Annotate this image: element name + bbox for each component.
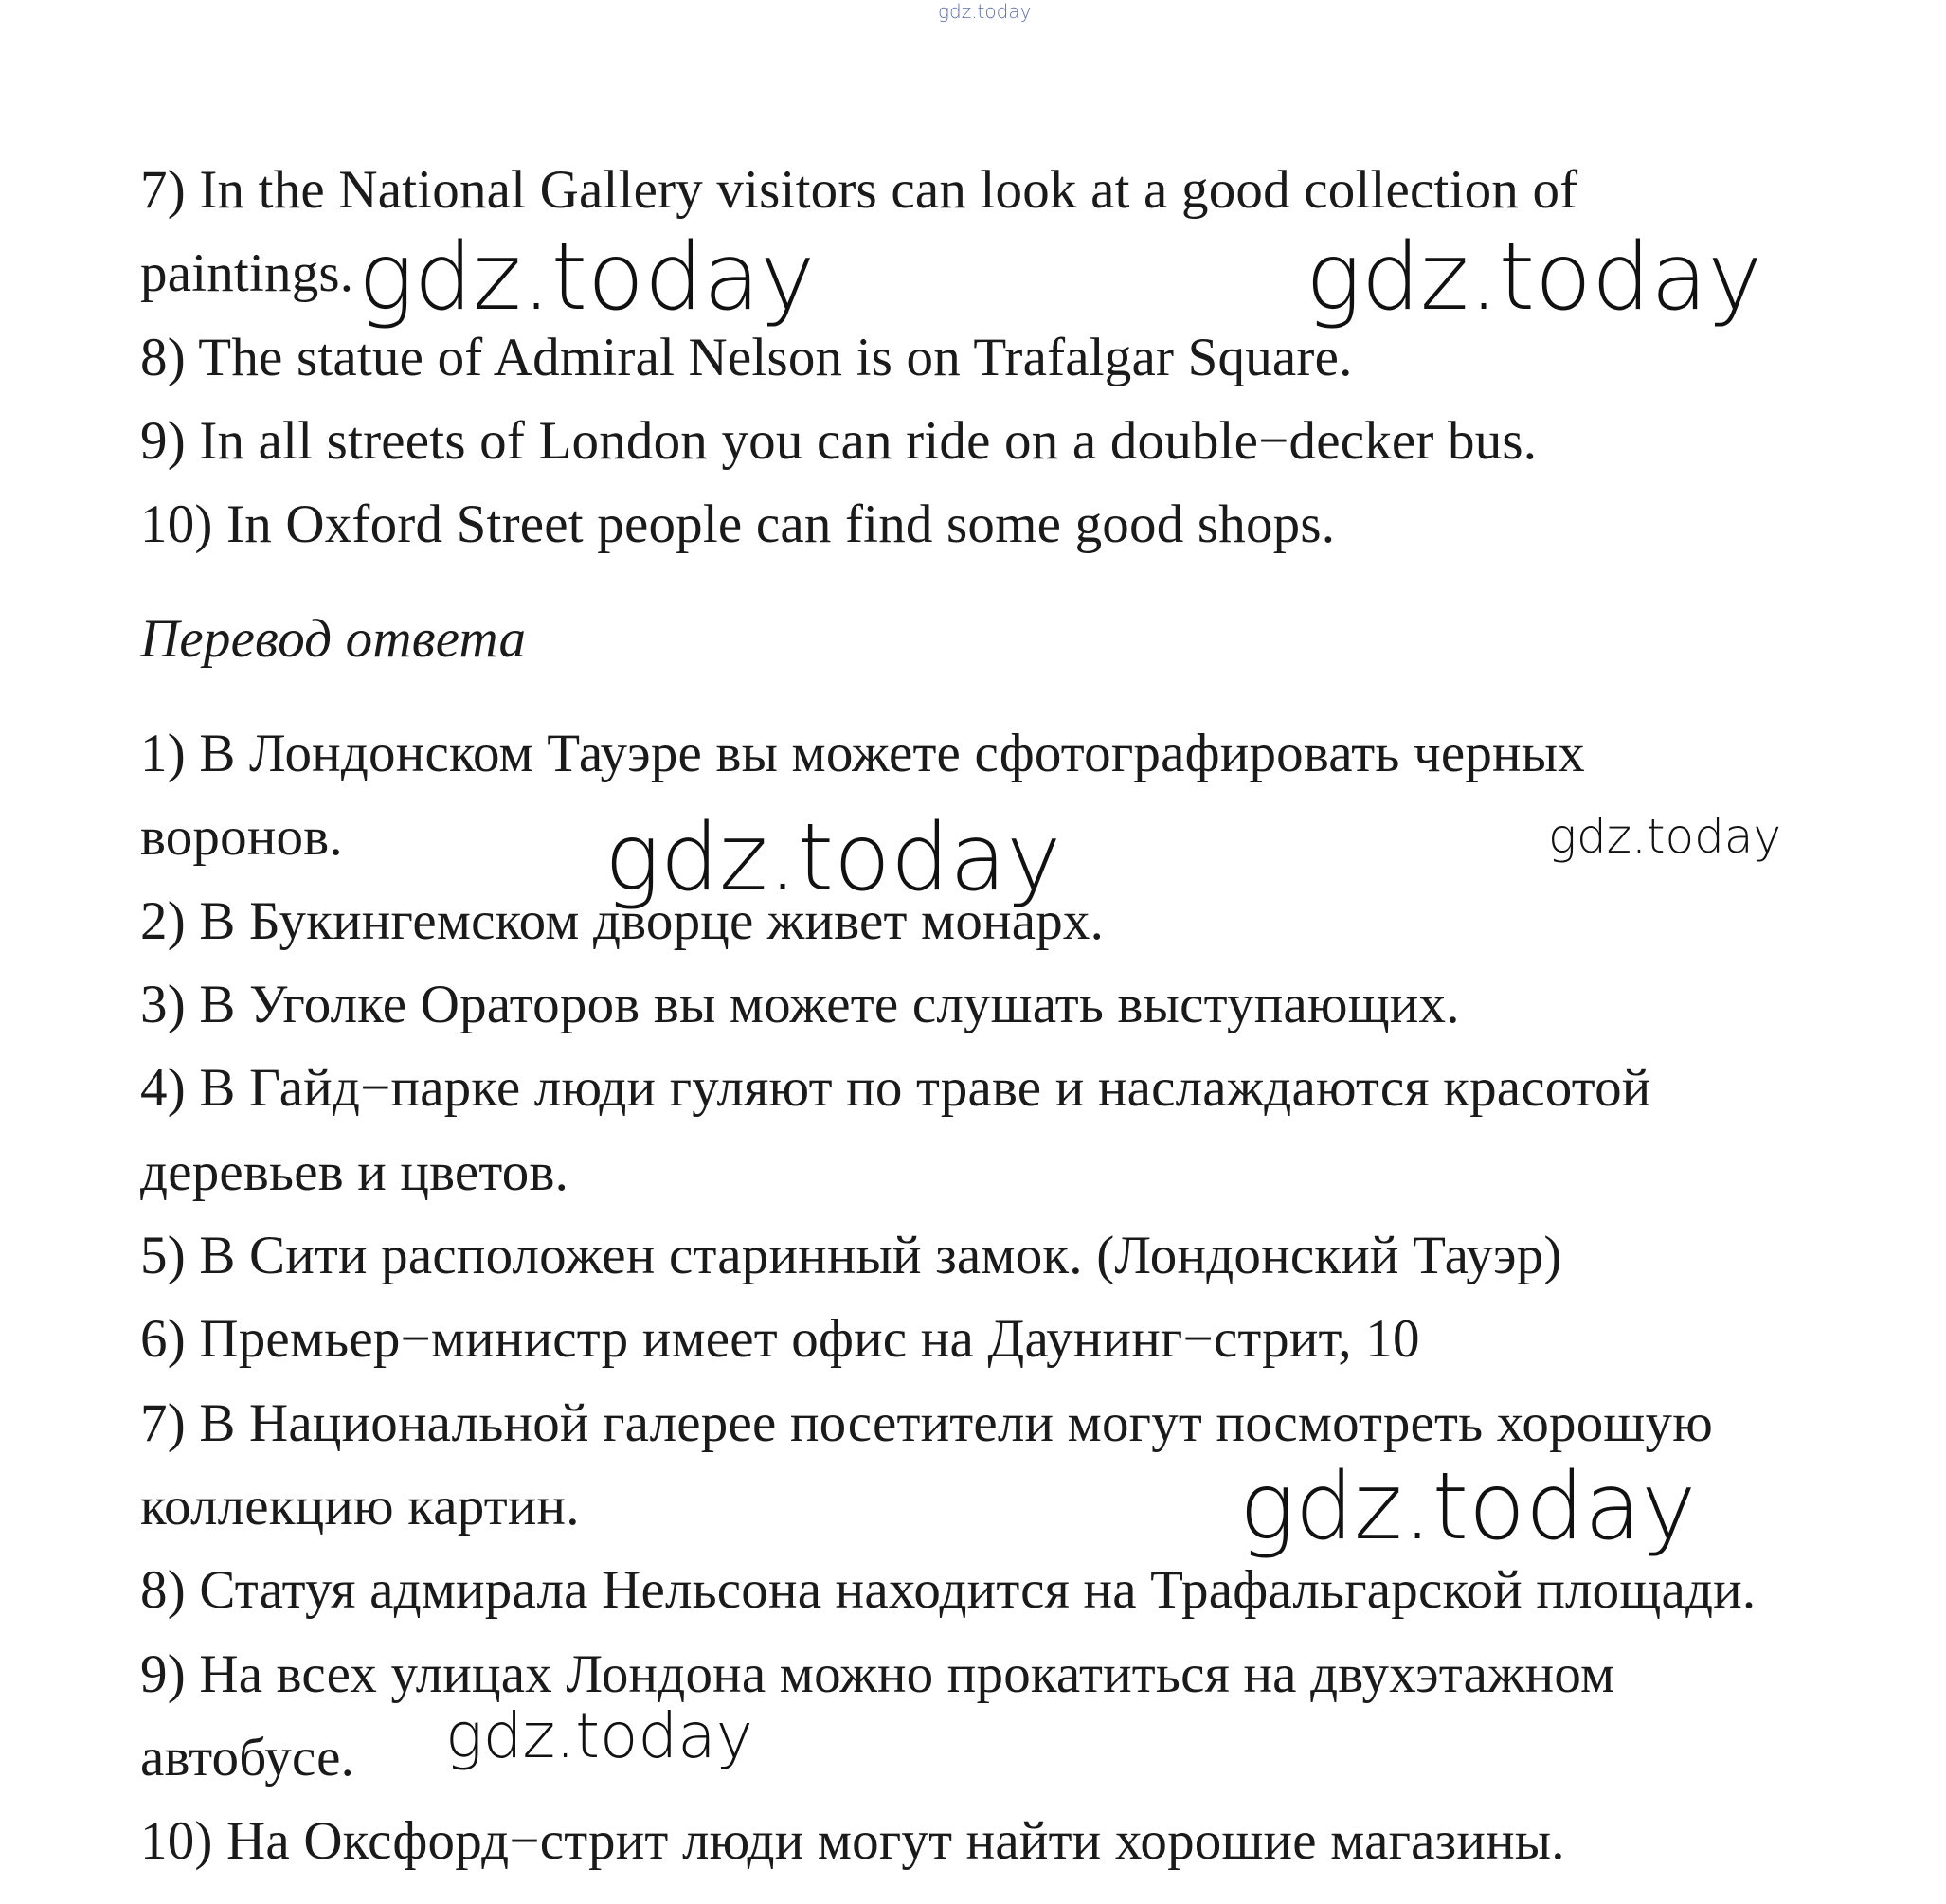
translation-line-10: 10) На Оксфорд−стрит люди могут найти хорошие магазины. <box>140 1811 1565 1871</box>
answer-line-9: 9) In all streets of London you can ride on a double−decker bus. <box>140 411 1538 471</box>
answer-line-10: 10) In Oxford Street people can find some good shops. <box>140 494 1336 554</box>
translation-line-3: 3) В Уголке Ораторов вы можете слушать выступающих. <box>140 975 1460 1034</box>
translation-line-2: 2) В Букингемском дворце живет монарх. <box>140 891 1105 951</box>
watermark-top: gdz.today <box>938 0 1032 23</box>
translation-line-4-cont: деревьев и цветов. <box>140 1142 569 1202</box>
translation-line-9-cont: автобусе. <box>140 1728 355 1787</box>
watermark-3: gdz.today <box>604 804 1062 912</box>
translation-line-7: 7) В Национальной галерее посетители могут посмотреть хорошую <box>140 1393 1713 1453</box>
translation-line-8: 8) Статуя адмирала Нельсона находится на Трафальгарской площади. <box>140 1560 1757 1620</box>
translation-line-9: 9) На всех улицах Лондона можно прокатиться на двухэтажном <box>140 1644 1615 1704</box>
watermark-4: gdz.today <box>1548 809 1782 864</box>
translation-heading: Перевод ответа <box>140 609 527 669</box>
answer-line-7: 7) In the National Gallery visitors can look at a good collection of <box>140 160 1578 220</box>
translation-line-4: 4) В Гайд−парке люди гуляют по траве и наслаждаются красотой <box>140 1058 1651 1118</box>
translation-line-1: 1) В Лондонском Тауэре вы можете сфотографировать черных <box>140 724 1585 783</box>
watermark-2: gdz.today <box>1306 224 1763 332</box>
translation-line-1-cont: воронов. <box>140 807 343 867</box>
translation-line-5: 5) В Сити расположен старинный замок. (Лондонский Тауэр) <box>140 1226 1562 1285</box>
answer-line-7-cont: paintings. <box>140 243 354 303</box>
answer-line-8: 8) The statue of Admiral Nelson is on Trafalgar Square. <box>140 328 1353 387</box>
translation-line-7-cont: коллекцию картин. <box>140 1477 580 1536</box>
watermark-1: gdz.today <box>358 224 816 332</box>
watermark-5: gdz.today <box>1239 1453 1697 1561</box>
translation-line-6: 6) Премьер−министр имеет офис на Даунинг−стрит, 10 <box>140 1309 1420 1369</box>
watermark-6: gdz.today <box>445 1699 753 1772</box>
